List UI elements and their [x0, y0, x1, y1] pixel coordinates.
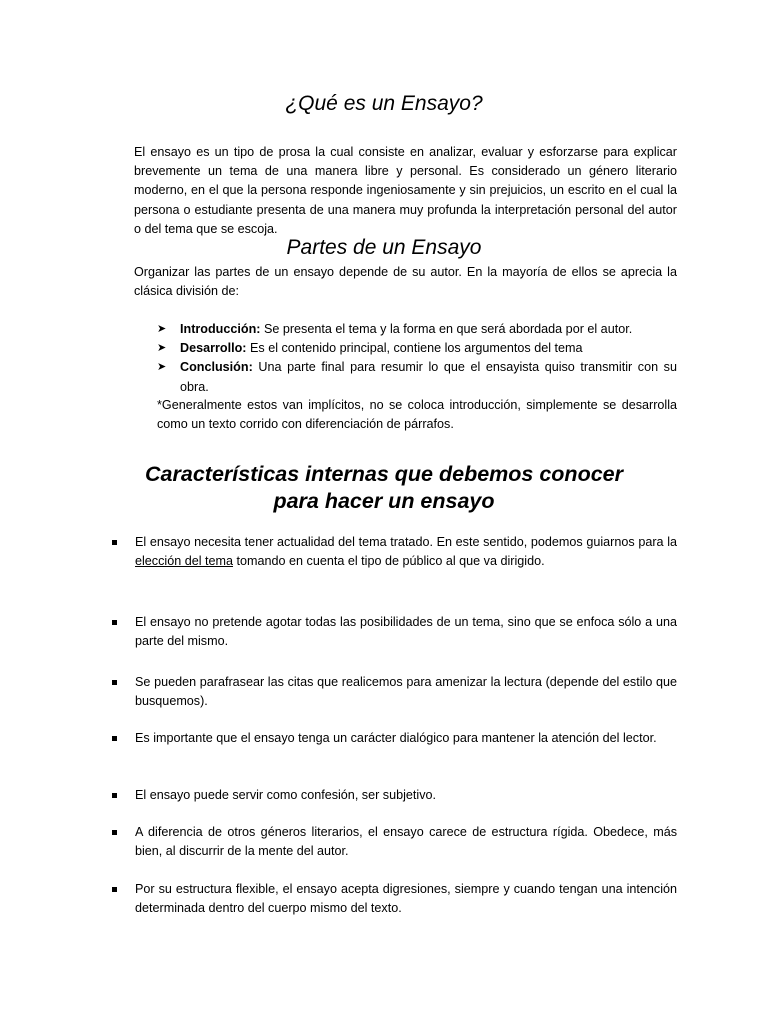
part-description: Una parte final para resumir lo que el ensayista quiso transmitir con su obra.: [180, 360, 677, 394]
parts-note: *Generalmente estos van implícitos, no se coloca introducción, simplemente se desarrolla como un texto corrido con diferenciación de párrafos.: [157, 398, 677, 432]
partes-intro-paragraph: Organizar las partes de un ensayo depende de su autor. En la mayoría de ellos se aprecia la clásica división de:: [134, 265, 677, 299]
arrow-bullet-icon: ➤: [157, 361, 167, 374]
section-title-caracteristicas: [0, 461, 768, 515]
square-bullet-icon: [112, 620, 117, 625]
part-description: Se presenta el tema y la forma en que será abordada por el autor.: [260, 322, 633, 336]
list-item: [112, 786, 677, 805]
section-title-partes: Partes de un Ensayo: [286, 236, 482, 259]
definition-paragraph: El ensayo es un tipo de prosa la cual consiste en analizar, evaluar y esforzarse para explicar brevemente un tema de una manera libre y personal. Es considerado un género literario moderno, en el que la persona responde ingeniosamente y sin prejuicios, un escrito en el cual la persona o estudiante presenta de una manera muy profunda la interpretación personal del autor o del tema que se escoja.: [134, 145, 677, 236]
item-text-after: tomando en cuenta el tipo de público al que va dirigido.: [233, 554, 545, 569]
part-term: Desarrollo:: [180, 341, 247, 356]
list-item: [112, 673, 677, 711]
section-title-que-es-ensayo: ¿Qué es un Ensayo?: [285, 92, 483, 115]
list-item: [157, 320, 677, 339]
list-item: [157, 339, 677, 358]
part-description: Es el contenido principal, contiene los argumentos del tema: [246, 341, 583, 356]
list-item: [112, 533, 677, 571]
title-line-2: para hacer un ensayo: [273, 489, 495, 513]
part-term: Conclusión:: [180, 360, 253, 375]
arrow-bullet-icon: ➤: [157, 323, 167, 335]
item-text: El ensayo puede servir como confesión, ser subjetivo.: [135, 788, 437, 802]
item-text: Por su estructura flexible, el ensayo acepta digresiones, siempre y cuando tengan una intención determinada dentro del cuerpo mismo del texto.: [135, 882, 677, 916]
square-bullet-icon: [112, 830, 117, 835]
square-bullet-icon: [112, 793, 117, 798]
part-term: Introducción:: [180, 322, 261, 336]
list-item: [112, 823, 677, 861]
title-line-1: Características internas que debemos conocer: [145, 462, 623, 486]
list-item: [157, 358, 677, 396]
list-item: [112, 613, 677, 651]
item-text: Es importante que el ensayo tenga un carácter dialógico para mantener la atención del lector.: [135, 731, 657, 745]
list-item: [112, 729, 677, 748]
square-bullet-icon: [112, 680, 117, 685]
list-item: [112, 880, 677, 918]
square-bullet-icon: [112, 540, 117, 545]
item-text: El ensayo necesita tener actualidad del tema tratado. En este sentido, podemos guiarnos para la: [135, 535, 677, 549]
square-bullet-icon: [112, 736, 117, 741]
item-text: El ensayo no pretende agotar todas las posibilidades de un tema, sino que se enfoca sólo a una parte del mismo.: [135, 615, 677, 649]
eleccion-del-tema-link[interactable]: elección del tema: [135, 554, 234, 569]
item-text: A diferencia de otros géneros literarios, el ensayo carece de estructura rígida. Obedece, más bien, al discurrir de la mente del autor.: [135, 825, 677, 859]
item-text: Se pueden parafrasear las citas que realicemos para amenizar la lectura (depende del estilo que busquemos).: [135, 675, 677, 709]
arrow-bullet-icon: ➤: [157, 342, 167, 355]
square-bullet-icon: [112, 887, 117, 892]
parts-list: [157, 320, 677, 397]
